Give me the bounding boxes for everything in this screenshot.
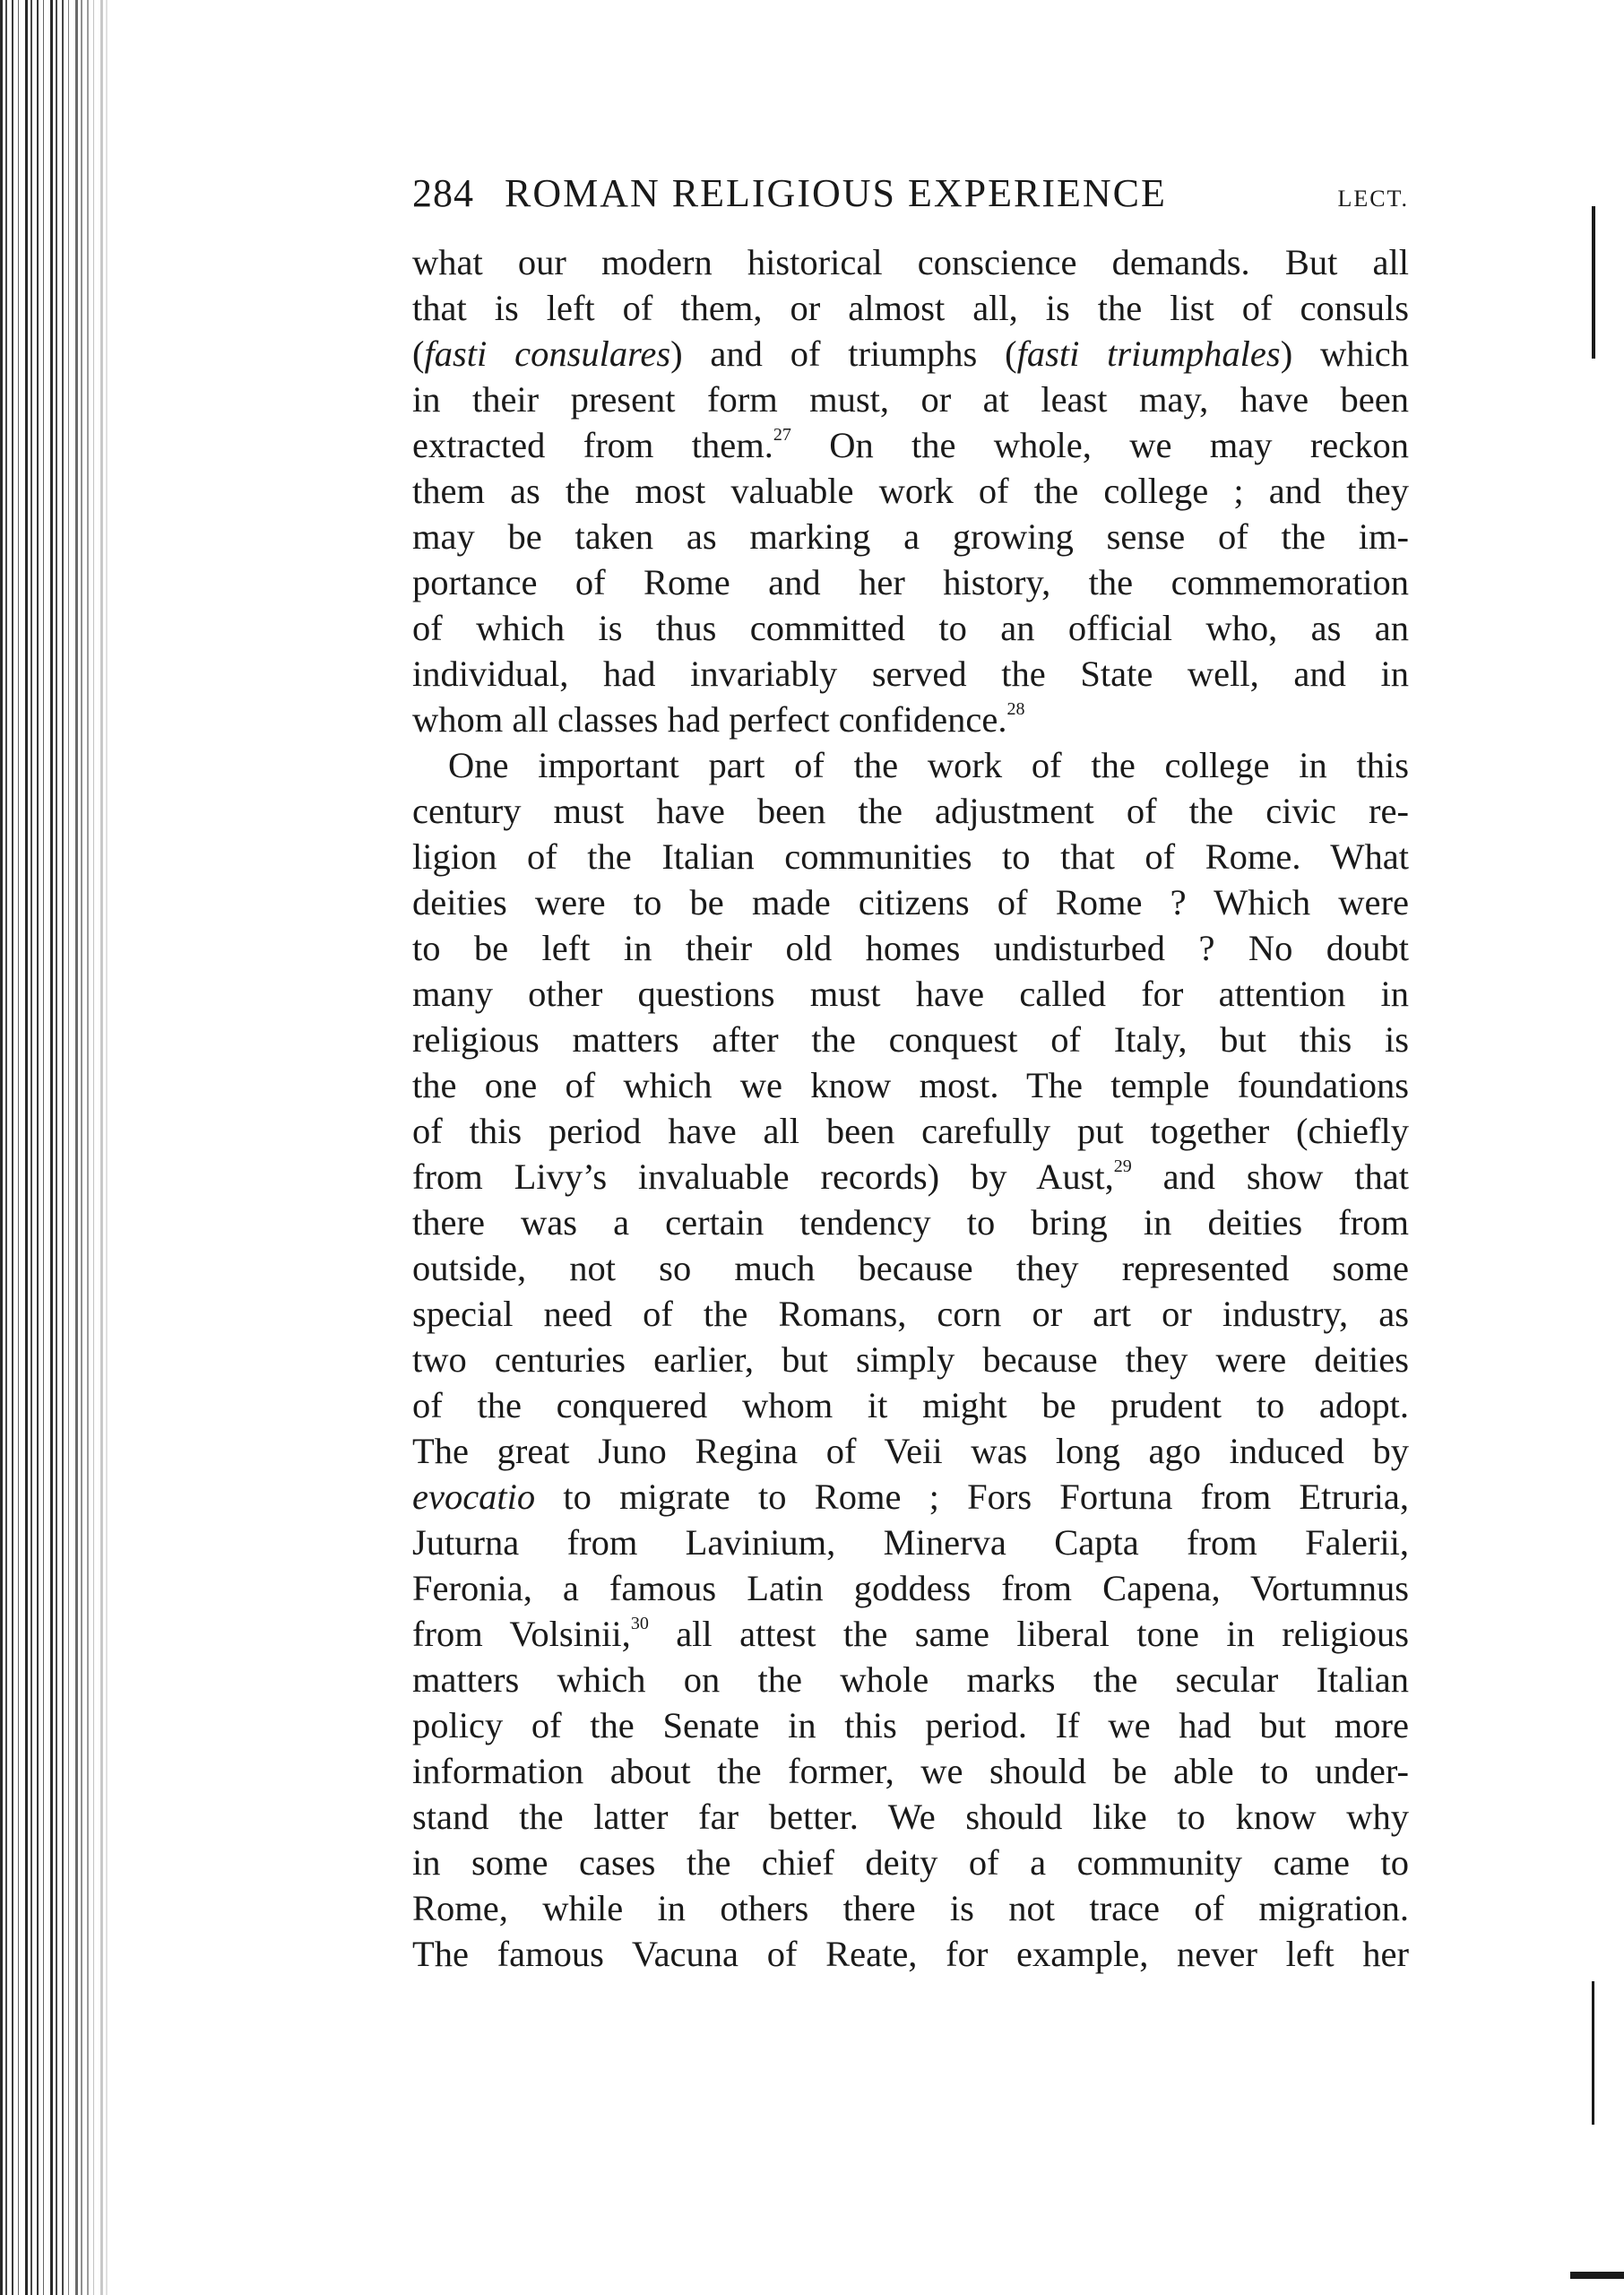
- text-line: extracted from them.$^{27}$ On the whole, we may reckon: [412, 425, 1410, 465]
- text-line: The great Juno Regina of Veii was long ago induced by: [412, 1431, 1409, 1471]
- text-line: information about the former, we should be able to under-: [412, 1751, 1409, 1791]
- text-line: what our modern historical conscience demands. But all: [412, 242, 1409, 282]
- text-line: to be left in their old homes undisturbed ? No doubt: [412, 928, 1409, 968]
- text-line: from Volsinii,$^{30}$ all attest the same liberal tone in religious: [412, 1614, 1409, 1654]
- text-line: evocatio to migrate to Rome ; Fors Fortuna from Etruria,: [412, 1477, 1409, 1517]
- text-line: matters which on the whole marks the secular Italian: [412, 1659, 1409, 1700]
- text-line: the one of which we know most. The temple foundations: [412, 1065, 1409, 1105]
- text-line: there was a certain tendency to bring in deities from: [412, 1202, 1409, 1243]
- footnote-ref: 30: [630, 1614, 649, 1633]
- text-line: of the conquered whom it might be prudent to adopt.: [412, 1385, 1409, 1425]
- text-line: special need of the Romans, corn or art or industry, as: [412, 1294, 1409, 1334]
- italic-term: fasti triumphales: [1016, 333, 1281, 374]
- page-number: 284: [412, 171, 474, 215]
- text-line: whom all classes had perfect confidence.$^{28}$: [412, 699, 1025, 740]
- text-line: two centuries earlier, but simply because they were deities: [412, 1339, 1409, 1380]
- footnote-ref: 27: [773, 425, 791, 445]
- text-line: deities were to be made citizens of Rome ? Which were: [412, 882, 1409, 922]
- text-line: One important part of the work of the college in this: [448, 745, 1409, 785]
- text-line: century must have been the adjustment of the civic re-: [412, 791, 1409, 831]
- footnote-ref: 29: [1113, 1156, 1132, 1176]
- italic-term: fasti consulares: [424, 333, 671, 374]
- text-line: in their present form must, or at least may, have been: [412, 379, 1409, 420]
- text-line: stand the latter far better. We should like to know why: [412, 1797, 1409, 1837]
- italic-term: evocatio: [412, 1477, 536, 1517]
- text-line: may be taken as marking a growing sense of the im-: [412, 516, 1409, 557]
- text-line: Feronia, a famous Latin goddess from Capena, Vortumnus: [412, 1568, 1409, 1608]
- running-title: ROMAN RELIGIOUS EXPERIENCE: [505, 171, 1167, 215]
- running-head: [412, 170, 1409, 216]
- text-line: The famous Vacuna of Reate, for example, never left her: [412, 1934, 1409, 1974]
- text-line: Rome, while in others there is not trace of migration.: [412, 1888, 1409, 1928]
- text-line: from Livy’s invaluable records) by Aust,$^{29}$ and show that: [412, 1156, 1409, 1197]
- text-line: in some cases the chief deity of a community came to: [412, 1842, 1409, 1883]
- text-line: (fasti consulares) and of triumphs (fasti triumphales) which: [412, 333, 1409, 374]
- text-line: ligion of the Italian communities to that of Rome. What: [412, 836, 1409, 877]
- book-page: [412, 170, 1409, 1977]
- right-edge-mark: [1592, 1981, 1594, 2125]
- text-line: many other questions must have called for attention in: [412, 974, 1409, 1014]
- paragraph-1: [412, 239, 1409, 742]
- text-line: individual, had invariably served the State well, and in: [412, 654, 1409, 694]
- footnote-ref: 28: [1006, 699, 1025, 719]
- right-edge-mark: [1570, 2272, 1624, 2279]
- text-line: religious matters after the conquest of Italy, but this is: [412, 1019, 1409, 1060]
- paragraph-2: [412, 742, 1409, 1977]
- text-line: of which is thus committed to an official who, as an: [412, 608, 1409, 648]
- right-edge-mark: [1592, 206, 1595, 359]
- page-gutter-shadow: [0, 0, 108, 2295]
- section-label: LECT.: [1337, 186, 1409, 212]
- text-line: outside, not so much because they represented some: [412, 1248, 1409, 1288]
- text-line: of this period have all been carefully put together (chiefly: [412, 1111, 1409, 1151]
- text-line: them as the most valuable work of the college ; and they: [412, 471, 1409, 511]
- text-line: Juturna from Lavinium, Minerva Capta from Falerii,: [412, 1522, 1409, 1563]
- text-line: policy of the Senate in this period. If we had but more: [412, 1705, 1409, 1745]
- text-line: that is left of them, or almost all, is the list of consuls: [412, 288, 1409, 328]
- text-line: portance of Rome and her history, the commemoration: [412, 562, 1409, 602]
